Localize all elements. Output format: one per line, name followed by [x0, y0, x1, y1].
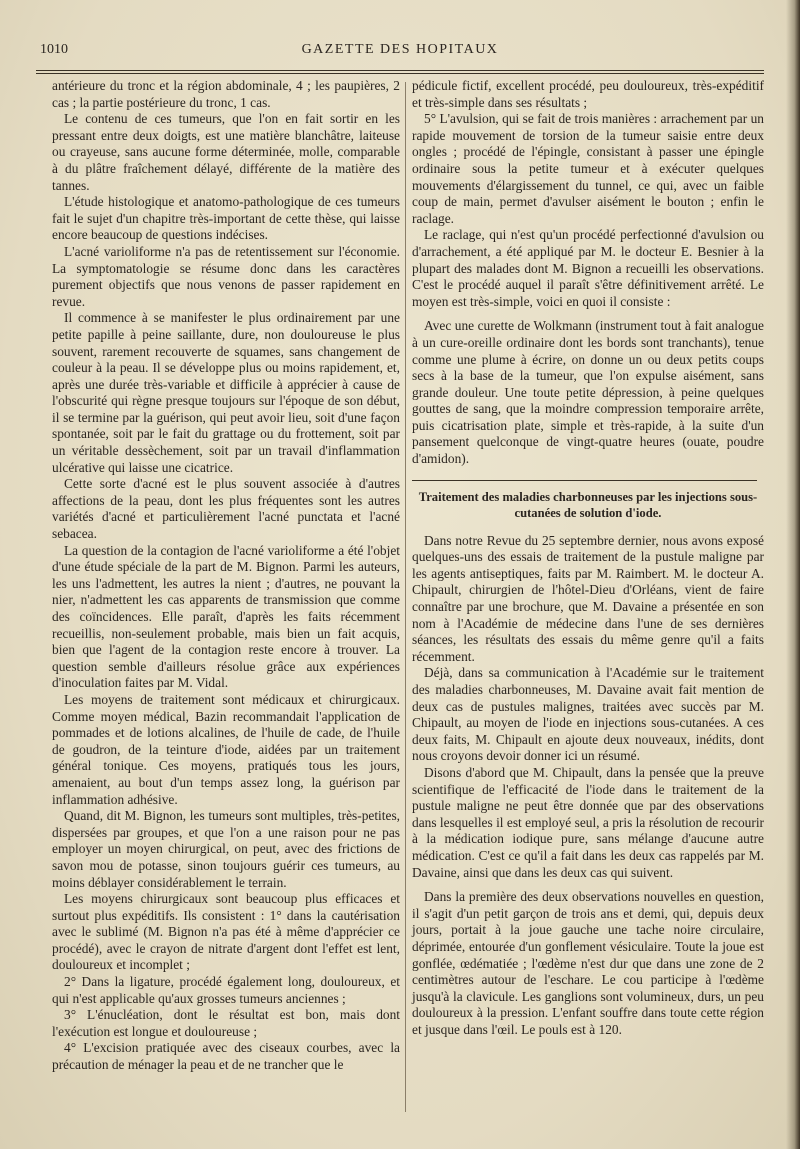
paragraph: La question de la contagion de l'acné varioliforme a été l'objet d'une étude spéciale de la part de M. Bignon. Parmi les auteurs, les uns l'admettent, les autres la nient ; d'autres, ne pouvant la nier, n'admettent les cas apparents de transmission que comme des coïncidences. Elle paraît, d'après les faits récemment recueillis, non-seulement probable, mais bien un fait acquis, bien que l'agent de la contagion reste encore à trouver. La question semble d'ailleurs résolue grâce aux expériences d'inoculation faites par M. Vidal. — [52, 542, 400, 691]
left-column — [52, 78, 400, 1074]
paragraph: Dans notre Revue du 25 septembre dernier, nous avons exposé quelques-uns des essais de traitement de la pustule maligne par les agents antiseptiques, faits par M. Raimbert. M. le docteur A. Chipault, chirurgien de l'hôtel-Dieu d'Orléans, vient de faire connaître par une brochure, que M. Davaine a présentée en son nom à l'Académie de médecine dans l'une de ses dernières séances, les résultats des essais du même genre qu'il a faits récemment. — [412, 532, 764, 664]
column-divider — [405, 82, 406, 1112]
paragraph: L'étude histologique et anatomo-pathologique de ces tumeurs fait le sujet d'un chapitre très-important de cette thèse, qui laisse encore beaucoup de questions indécises. — [52, 194, 400, 243]
paragraph: Cette sorte d'acné est le plus souvent associée à d'autres affections de la peau, dont les plus fréquentes sont les autres variétés d'acné et particulièrement l'acné punctata et l'acné sebacea. — [52, 476, 400, 542]
header-rule — [36, 70, 764, 71]
paragraph: 2° Dans la ligature, procédé également long, douloureux, et qui n'est applicable qu'aux grosses tumeurs anciennes ; — [52, 974, 400, 1006]
paragraph: antérieure du tronc et la région abdominale, 4 ; les paupières, 2 cas ; la partie postérieure du tronc, 1 cas. — [52, 78, 400, 110]
paragraph: Les moyens de traitement sont médicaux et chirurgicaux. Comme moyen médical, Bazin recommandait l'application de pommades et de lotions alcalines, de l'huile de cade, de l'huile de goudron, de la teinture d'iode, aidées par un traitement général tonique. Ces moyens, pratiqués tous les jours, amenaient, au bout d'un temps assez long, la guérison par inflammation adhésive. — [52, 691, 400, 807]
paragraph: Avec une curette de Wolkmann (instrument tout à fait analogue à un cure-oreille ordinaire dont les bords sont tranchants), tenue comme une plume à écrire, on donne un ou deux petits coups secs à la base de la tumeur, que l'on expulse aisément, sans grande douleur. Une toute petite dépression, à peine quelques gouttes de sang, que la moindre compression temporaire arrête, puis cicatrisation plate, simple et très-rapide, à la suite d'un pansement quelconque de vingt-quatre heures (ouate, poudre d'amidon). — [412, 318, 764, 467]
paragraph: 4° L'excision pratiquée avec des ciseaux courbes, avec la précaution de ménager la peau et de ne trancher que le — [52, 1040, 400, 1073]
paragraph: Il commence à se manifester le plus ordinairement par une petite papille à peine saillante, dure, non douloureuse le plus souvent, rarement recouverte de squames, sans changement de couleur à la peau. Il se développe plus ou moins rapidement, et, après une durée très-variable et difficile à apprécier à cause de l'obscurité qui règne presque toujours sur l'époque de son début, il se termine par la guérison, qui peut avoir lieu, soit d'une façon spontanée, soit par le fait du grattage ou du frottement, soit par un véritable dessèchement, soit par un travail d'inflammation ulcérative qui laisse une cicatrice. — [52, 310, 400, 475]
paragraph: Quand, dit M. Bignon, les tumeurs sont multiples, très-petites, dispersées par groupes, et que l'on a une raison pour ne pas employer un moyen chirurgical, on peut, avec des frictions de savon mou de potasse, sinon toujours guérir ces tumeurs, au moins déblayer considérablement le terrain. — [52, 808, 400, 890]
paragraph: Le raclage, qui n'est qu'un procédé perfectionné d'avulsion ou d'arrachement, a été appliqué par M. le docteur E. Besnier à la plupart des malades dont M. Bignon a recueilli les observations. C'est le procédé auquel il paraît s'être définitivement arrêté. Le moyen est très-simple, voici en quoi il consiste : — [412, 227, 764, 309]
paragraph: Dans la première des deux observations nouvelles en question, il s'agit d'un petit garçon de trois ans et demi, qui, depuis deux jours, portait à la joue gauche une tache noire circulaire, déprimée, entourée d'un gonflement vésiculaire. Toute la joue est gonflée, œdématiée ; l'œdème n'est dur que dans une zone de 2 centimètres autour de l'eschare. Le cou participe à l'œdème jusqu'à la clavicule. Les ganglions sont volumineux, durs, un peu douloureux à la pression. L'enfant souffre dans toute cette région et jusque dans l'œil. Le pouls est à 120. — [412, 889, 764, 1037]
journal-title: GAZETTE DES HOPITAUX — [301, 42, 499, 57]
page-number: 1010 — [40, 42, 68, 57]
page-header — [40, 42, 760, 66]
paragraph: 5° L'avulsion, qui se fait de trois manières : arrachement par un rapide mouvement de torsion de la tumeur saisie entre deux ongles ; procédé de l'épingle, consistant à passer une épingle ordinaire sous la petite tumeur et à exécuter quelques mouvements d'élargissement du tunnel, ce qui, avec un faible coup de main, permet d'avulser aisément le bouton ; enfin le raclage. — [412, 111, 764, 226]
section-title: Traitement des maladies charbonneuses par les injections sous-cutanées de solution d'iode. — [418, 489, 758, 520]
header-rule-double — [36, 73, 764, 74]
paragraph: L'acné varioliforme n'a pas de retentissement sur l'économie. La symptomatologie se résume donc dans les caractères purement objectifs que nous venons de passer rapidement en revue. — [52, 243, 400, 309]
page-edge-shadow — [786, 0, 800, 1149]
paragraph: 3° L'énucléation, dont le résultat est bon, mais dont l'exécution est longue et douloureuse ; — [52, 1007, 400, 1039]
paragraph: Disons d'abord que M. Chipault, dans la pensée que la preuve scientifique de l'efficacité de l'iode dans le traitement de la pustule maligne ne peut être donnée que par des observations dans lesquelles il est employé seul, a pris la résolution de recourir à la médication iodique pure, sans mélange d'aucune autre médication. C'est ce qu'il a fait dans les deux cas rappelés par M. Davaine, ainsi que dans les deux cas qui suivent. — [412, 764, 764, 880]
paragraph: pédicule fictif, excellent procédé, peu douloureux, très-expéditif et très-simple dans ses résultats ; — [412, 78, 764, 110]
paragraph: Déjà, dans sa communication à l'Académie sur le traitement des maladies charbonneuses, M. Davaine avait fait mention de deux cas de pustules malignes, traitées avec succès par M. Chipault, au moyen de l'iode en injections sous-cutanées. A ces deux faits, M. Chipault en ajoute deux nouveaux, inédits, dont nous croyons devoir donner ici un résumé. — [412, 665, 764, 764]
paragraph: Le contenu de ces tumeurs, que l'on en fait sortir en les pressant entre deux doigts, est une matière blanchâtre, laiteuse ou crayeuse, sans aucune forme déterminée, molle, comparable à du plâtre fraîchement délayé, différente de la matière des tannes. — [52, 111, 400, 193]
paragraph: Les moyens chirurgicaux sont beaucoup plus efficaces et surtout plus expéditifs. Ils consistent : 1° dans la cautérisation avec le sublimé (M. Bignon n'a pas été à même d'apprécier ce procédé), avec le crayon de nitrate d'argent dont l'effet est lent, douloureux et incomplet ; — [52, 891, 400, 973]
right-column — [412, 78, 764, 1038]
section-rule — [412, 480, 757, 481]
